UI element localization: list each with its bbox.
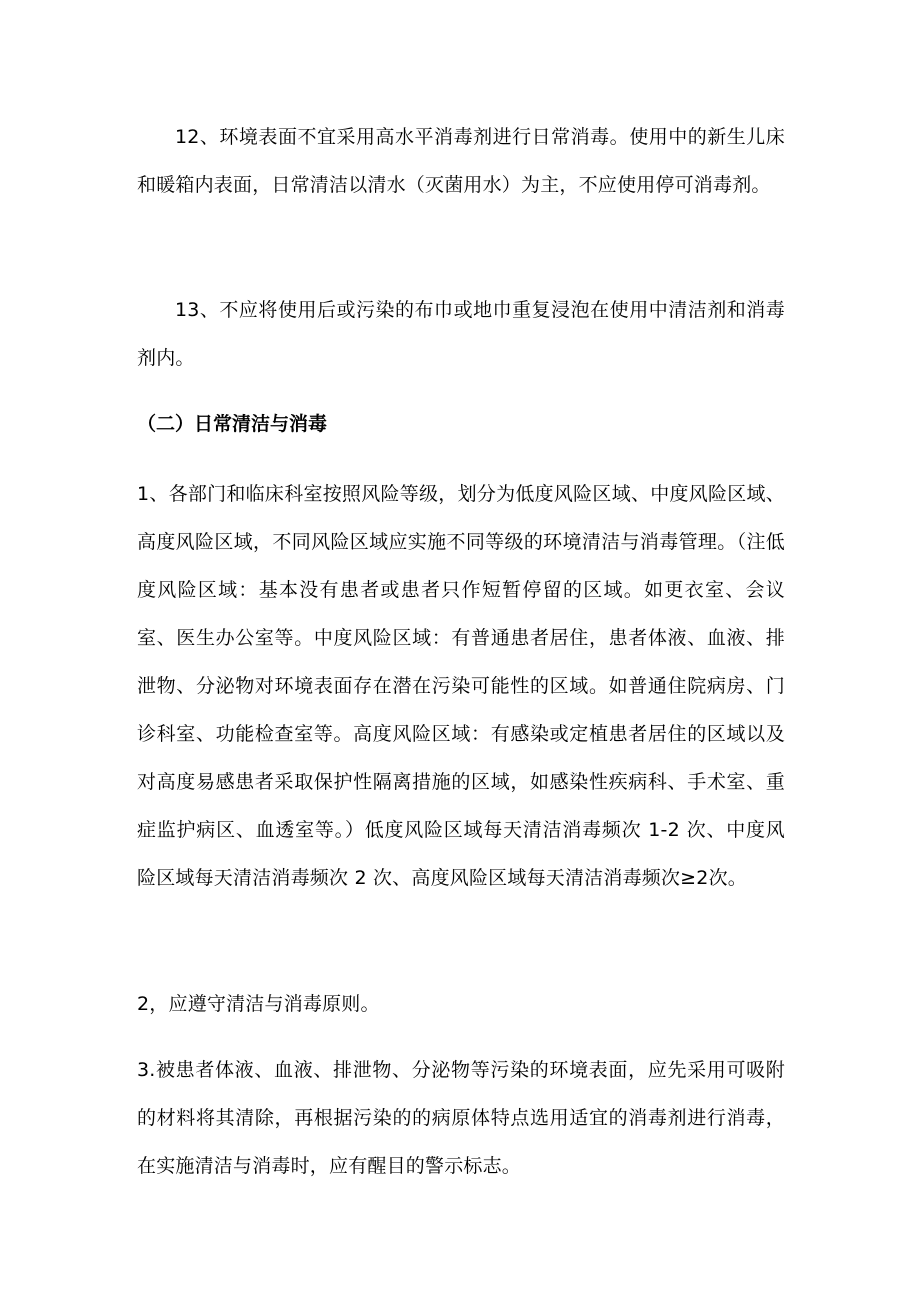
paragraph-12: 12、环境表面不宜采用高水平消毒剂进行日常消毒。使用中的新生儿床和暖箱内表面，日常清洁以清水（灭菌用水）为主，不应使用停可消毒剂。	[137, 126, 785, 196]
list-item-2: 2，应遵守清洁与消毒原则。	[137, 993, 380, 1015]
list-item-1: 1、各部门和临床科室按照风险等级，划分为低度风险区域、中度风险区域、高度风险区域，不同风险区域应实施不同等级的环境清洁与消毒管理。（注低度风险区域：基本没有患者或患者只作短暂停留的区域。如更衣室、会议室、医生办公室等。中度风险区域：有普通患者居住，患者体液、血液、排泄物、分泌物对环境表面存在潜在污染可能性的区域。如普通住院病房、门诊科室、功能检查室等。高度风险区域：有感染或定植患者居住的区域以及对高度易感患者采取保护性隔离措施的区域，如感染性疾病科、手术室、重症监护病区、血透室等。）低度风险区域每天清洁消毒频次 1-2 次、中度风险区域每天清洁消毒频次 2 次、高度风险区域每天清洁消毒频次≥2次。	[137, 483, 785, 889]
section-heading: （二）日常清洁与消毒	[137, 413, 328, 435]
list-item-3: 3.被患者体液、血液、排泄物、分泌物等污染的环境表面，应先采用可吸附的材料将其清除，再根据污染的的病原体特点选用适宜的消毒剂进行消毒，在实施清洁与消毒时，应有醒目的警示标志。	[137, 1059, 785, 1177]
paragraph-13: 13、不应将使用后或污染的布巾或地巾重复浸泡在使用中清洁剂和消毒剂内。	[137, 299, 785, 369]
